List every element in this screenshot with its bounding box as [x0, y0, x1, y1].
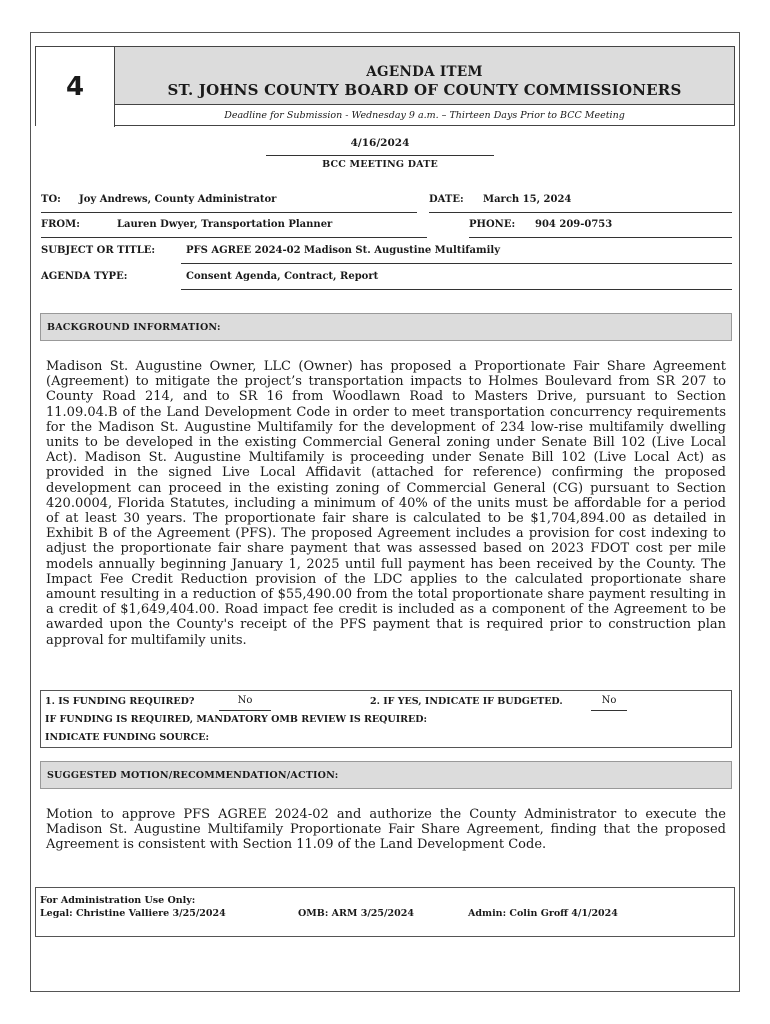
phone-underline [469, 237, 732, 238]
to-value: Joy Andrews, County Administrator [79, 194, 277, 205]
agenda-item-number: 4 [36, 47, 115, 127]
admin-signoff: Admin: Colin Groff 4/1/2024 [468, 908, 618, 919]
agenda-page [30, 32, 740, 992]
motion-text: Motion to approve PFS AGREE 2024-02 and authorize the County Administrator to execute the Madison St. Augustine Multifamily Proportionate Fair Share Agreement, finding that the proposed Agreement is consistent with Section 11.09 of the Land Development Code. [46, 807, 726, 853]
legal-signoff: Legal: Christine Valliere 3/25/2024 [40, 908, 226, 919]
bcc-meeting-date: 4/16/2024 [350, 137, 410, 149]
omb-review-note: IF FUNDING IS REQUIRED, MANDATORY OMB REVIEW IS REQUIRED: [45, 714, 428, 725]
meeting-date-divider [266, 155, 494, 156]
agenda-header [35, 46, 735, 126]
agenda-title-line1: AGENDA ITEM [366, 64, 483, 80]
date-value: March 15, 2024 [483, 194, 572, 205]
admin-use-heading: For Administration Use Only: [40, 895, 196, 906]
agenda-type-value: Consent Agenda, Contract, Report [186, 271, 379, 282]
budgeted-value: No [601, 695, 617, 706]
to-underline [41, 212, 417, 213]
bcc-meeting-date-label: BCC MEETING DATE [322, 159, 438, 170]
phone-value: 904 209-0753 [535, 219, 613, 230]
funding-source-label: INDICATE FUNDING SOURCE: [45, 732, 209, 743]
funding-required-value: No [237, 695, 253, 706]
subject-label: SUBJECT OR TITLE: [41, 245, 156, 256]
budgeted-underline [591, 710, 627, 711]
agenda-type-label: AGENDA TYPE: [41, 271, 128, 282]
from-underline [41, 237, 427, 238]
funding-required-underline [219, 710, 271, 711]
agenda-title-line2: ST. JOHNS COUNTY BOARD OF COUNTY COMMISSIONERS [167, 81, 682, 99]
submission-deadline: Deadline for Submission - Wednesday 9 a.m. – Thirteen Days Prior to BCC Meeting [224, 110, 625, 121]
agenda-title-block [115, 47, 734, 105]
background-text: Madison St. Augustine Owner, LLC (Owner) has proposed a Proportionate Fair Share Agreement (Agreement) to mitigate the project’s transportation impacts to Holmes Boulevard from SR 207 to County Road 214, and to SR 16 from Woodlawn Road to Masters Drive, pursuant to Section 11.09.04.B of the Land Development Code in order to meet transportation concurrency requirements for the Madison St. Augustine Multifamily for the development of 234 low-rise multifamily dwelling units to be developed in the existing Commercial General zoning under Senate Bill 102 (Live Local Act). Madison St. Augustine Multifamily is proceeding under Senate Bill 102 (Live Local Act) as provided in the signed Live Local Affidavit (attached for reference) confirming the proposed development can proceed in the existing zoning of Commercial General (CG) pursuant to Section 420.0004, Florida Statutes, including a minimum of 40% of the units must be affordable for a period of at least 30 years. The proportionate fair share is calculated to be $1,704,894.00 as detailed in Exhibit B of the Agreement (PFS). The proposed Agreement includes a provision for cost indexing to adjust the proportionate fair share payment that was assessed based on 2023 FDOT cost per mile models annually beginning January 1, 2025 until full payment has been received by the County. The Impact Fee Credit Reduction provision of the LDC applies to the calculated proportionate share amount resulting in a reduction of $55,490.00 from the total proportionate share payment resulting in a credit of $1,649,404.00. Road impact fee credit is included as a component of the Agreement to be awarded upon the County's receipt of the PFS payment that is required prior to construction plan approval for multifamily units. [46, 359, 726, 648]
subject-underline [181, 263, 732, 264]
motion-heading: SUGGESTED MOTION/RECOMMENDATION/ACTION: [40, 761, 732, 789]
funding-box [40, 690, 732, 748]
background-heading: BACKGROUND INFORMATION: [40, 313, 732, 341]
funding-required-label: 1. IS FUNDING REQUIRED? [45, 696, 195, 707]
budgeted-label: 2. IF YES, INDICATE IF BUDGETED. [370, 696, 563, 707]
date-label: DATE: [429, 194, 464, 205]
admin-use-box [35, 887, 735, 937]
from-value: Lauren Dwyer, Transportation Planner [117, 219, 333, 230]
date-underline [429, 212, 732, 213]
from-label: FROM: [41, 219, 80, 230]
agenda-type-underline [181, 289, 732, 290]
to-label: TO: [41, 194, 61, 205]
omb-signoff: OMB: ARM 3/25/2024 [298, 908, 414, 919]
phone-label: PHONE: [469, 219, 516, 230]
subject-value: PFS AGREE 2024-02 Madison St. Augustine Multifamily [186, 245, 501, 256]
